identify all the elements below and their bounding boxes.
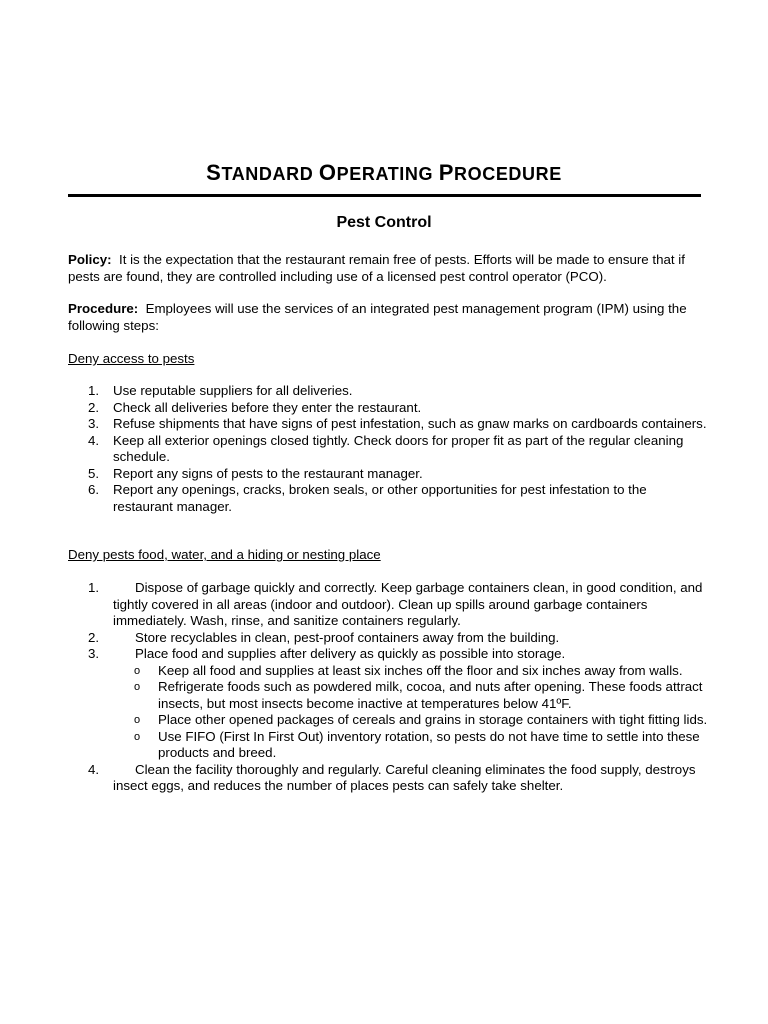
policy-text: It is the expectation that the restaurant remain free of pests. Efforts will be made to ensure that if pests are found, they are controlled including use of a licensed pest control operator (PCO). xyxy=(68,252,685,284)
title-divider xyxy=(68,194,701,197)
list-item: 6. Report any openings, cracks, broken seals, or other opportunities for pest infestation to the restaurant manager. xyxy=(88,482,647,514)
deny-food-list xyxy=(68,580,708,795)
bullet-icon: o xyxy=(134,664,141,677)
policy-label: Policy: xyxy=(68,252,112,267)
bullet-icon: o xyxy=(134,714,141,726)
sub-list-item: o Place other opened packages of cereals and grains in storage containers with tight fitting lids. xyxy=(134,712,708,727)
list-item: 1. Dispose of garbage quickly and correctly. Keep garbage containers clean, in good condition, and tightly covered in all areas (indoor and outdoor). Clean up spills around garbage containers immediately. Wash, rinse, and sanitize containers regularly. xyxy=(88,580,703,628)
procedure-label: Procedure: xyxy=(68,301,139,316)
page-subtitle: Pest Control xyxy=(336,214,432,231)
list-item: 4. Clean the facility thoroughly and regularly. Careful cleaning eliminates the food supply, destroys insect eggs, and reduces the number of places pests can safely take shelter. xyxy=(88,761,696,793)
list-item: 2. Store recyclables in clean, pest-proof containers away from the building. xyxy=(88,629,560,645)
deny-access-list xyxy=(68,383,708,515)
sub-list-item: o Refrigerate foods such as powdered milk, cocoa, and nuts after opening. These foods attract insects, but most insects become inactive at temperatures below 41ºF. xyxy=(134,679,703,711)
list-item: 3. Place food and supplies after delivery as quickly as possible into storage. o Keep all food and supplies at least six inches off the floor and six inches away from walls. o Refrigerate foods such as powdered milk, cocoa, and nuts after opening. These foods attract insects, but most insects become inactive at temperatures below 41ºF. o Place other opened packages of cereals and grains in storage containers with tight fitting lids. o Use FIFO (First In First Out) inventory rotation, so pests do not have time to settle into these products and breed. xyxy=(88,646,708,760)
bullet-icon: o xyxy=(134,681,141,693)
storage-sublist xyxy=(113,663,708,762)
list-item: 2. Check all deliveries before they enter the restaurant. xyxy=(88,399,422,415)
section-heading-deny-access: Deny access to pests xyxy=(68,351,195,366)
list-item: 4. Keep all exterior openings closed tightly. Check doors for proper fit as part of the regular cleaning schedule. xyxy=(88,432,684,464)
bullet-icon: o xyxy=(134,730,141,743)
list-item: 1. Use reputable suppliers for all deliveries. xyxy=(88,383,353,398)
sub-list-item: o Keep all food and supplies at least six inches off the floor and six inches away from walls. xyxy=(134,662,683,678)
policy-paragraph xyxy=(68,252,708,285)
procedure-text: Employees will use the services of an integrated pest management program (IPM) using the following steps: xyxy=(68,301,687,333)
list-item: 3. Refuse shipments that have signs of pest infestation, such as gnaw marks on cardboards containers. xyxy=(88,416,707,431)
page-title: STANDARD OPERATING PROCEDURE xyxy=(206,160,562,185)
list-item: 5. Report any signs of pests to the restaurant manager. xyxy=(88,465,423,481)
section-heading-deny-food: Deny pests food, water, and a hiding or nesting place xyxy=(68,547,381,562)
procedure-paragraph xyxy=(68,301,708,334)
sub-list-item: o Use FIFO (First In First Out) inventory rotation, so pests do not have time to settle into these products and breed. xyxy=(134,728,700,760)
